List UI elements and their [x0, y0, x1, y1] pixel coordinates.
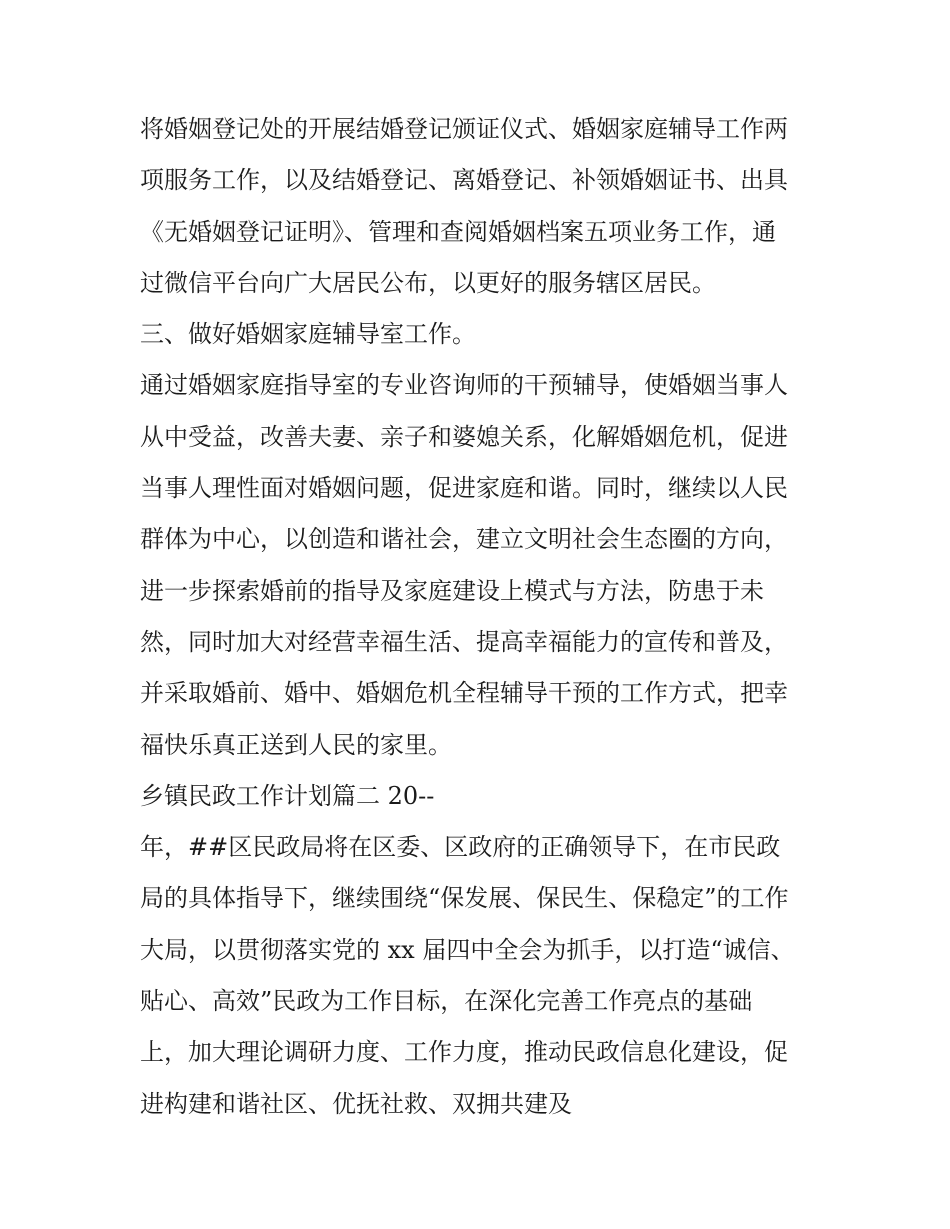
text-line: 大局，以贯彻落实党的 xx 届四中全会为抓手，以打造“诚信、	[140, 935, 795, 964]
text-line: 从中受益，改善夫妻、亲子和婆媳关系，化解婚姻危机，促进	[140, 422, 788, 451]
text-line: 项服务工作，以及结婚登记、离婚登记、补领婚姻证书、出具	[140, 166, 788, 195]
text-line: 然，同时加大对经营幸福生活、提高幸福能力的宣传和普及，	[140, 627, 788, 656]
text-line: 贴心、高效”民政为工作目标，在深化完善工作亮点的基础	[140, 987, 753, 1016]
text-line: 局的具体指导下，继续围绕“保发展、保民生、保稳定”的工作	[140, 884, 789, 913]
text-line: 群体为中心，以创造和谐社会，建立文明社会生态圈的方向，	[140, 525, 788, 554]
text-line: 并采取婚前、婚中、婚姻危机全程辅导干预的工作方式，把幸	[140, 679, 788, 708]
document-body	[140, 104, 820, 1130]
text-line: 上，加大理论调研力度、工作力度，推动民政信息化建设，促	[140, 1038, 788, 1067]
text-line: 将婚姻登记处的开展结婚登记颁证仪式、婚姻家庭辅导工作两	[140, 115, 788, 143]
section-heading: 乡镇民政工作计划篇二 20--	[140, 781, 435, 810]
text-line: 年，##区民政局将在区委、区政府的正确领导下，在市民政	[140, 833, 781, 862]
text-line: 《无婚姻登记证明》、管理和查阅婚姻档案五项业务工作，通	[140, 217, 776, 246]
text-line: 过微信平台向广大居民公布，以更好的服务辖区居民。	[140, 268, 716, 297]
text-line: 进构建和谐社区、优抚社救、双拥共建及	[140, 1089, 572, 1118]
section-heading: 三、做好婚姻家庭辅导室工作。	[140, 320, 476, 349]
text-line: 通过婚姻家庭指导室的专业咨询师的干预辅导，使婚姻当事人	[140, 371, 788, 400]
text-line: 当事人理性面对婚姻问题，促进家庭和谐。同时，继续以人民	[140, 474, 788, 503]
text-line: 福快乐真正送到人民的家里。	[140, 730, 452, 759]
text-line: 进一步探索婚前的指导及家庭建设上模式与方法，防患于未	[140, 576, 764, 605]
